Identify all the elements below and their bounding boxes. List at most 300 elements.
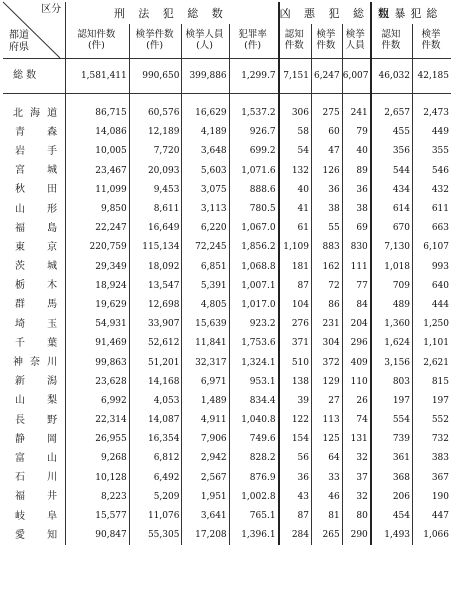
column-header-line: 検挙 <box>316 29 336 41</box>
group-header-assault: 粗暴犯総 <box>371 2 451 24</box>
data-cell: 8,611 <box>129 200 182 219</box>
data-cell: 1,067.0 <box>229 219 278 238</box>
data-cell: 27 <box>312 392 343 411</box>
data-cell: 56 <box>279 449 312 468</box>
data-cell: 663 <box>413 219 451 238</box>
prefecture-label: 青 森 <box>15 126 58 138</box>
column-header-line: (件) <box>87 40 105 51</box>
data-cell: 86 <box>312 296 343 315</box>
data-cell: 5,209 <box>129 488 182 507</box>
data-cell: 204 <box>342 315 371 334</box>
data-cell: 444 <box>413 296 451 315</box>
data-cell: 276 <box>279 315 312 334</box>
prefecture-name <box>3 469 66 488</box>
data-cell: 409 <box>342 353 371 372</box>
data-cell: 4,805 <box>182 296 229 315</box>
data-cell: 5,603 <box>182 162 229 181</box>
data-cell: 1,109 <box>279 238 312 257</box>
data-cell: 1,360 <box>371 315 413 334</box>
data-cell: 32 <box>342 449 371 468</box>
prefecture-name <box>3 277 66 296</box>
table-row <box>3 296 451 315</box>
total-label-text: 総 数 <box>13 70 37 81</box>
data-cell: 1,066 <box>413 526 451 545</box>
prefecture-label: 秋 田 <box>15 184 58 196</box>
data-cell: 55 <box>312 219 343 238</box>
prefecture-name <box>3 123 66 142</box>
prefecture-label: 福 島 <box>15 222 58 234</box>
data-cell: 4,189 <box>182 123 229 142</box>
column-header <box>279 24 312 59</box>
data-cell: 296 <box>342 334 371 353</box>
data-cell: 306 <box>279 104 312 123</box>
prefecture-name <box>3 142 66 161</box>
total-cell: 46,032 <box>371 59 413 94</box>
data-cell: 15,577 <box>66 507 130 526</box>
prefecture-label: 栃 木 <box>15 280 58 292</box>
prefecture-name <box>3 507 66 526</box>
data-cell: 828.2 <box>229 449 278 468</box>
prefecture-label: 山 形 <box>15 203 58 215</box>
prefecture-name <box>3 353 66 372</box>
data-cell: 61 <box>279 219 312 238</box>
data-cell: 40 <box>342 142 371 161</box>
total-label <box>3 59 66 94</box>
data-cell: 17,208 <box>182 526 229 545</box>
prefecture-label: 愛 知 <box>15 529 58 541</box>
data-cell: 129 <box>312 373 343 392</box>
data-cell: 11,076 <box>129 507 182 526</box>
column-header-line: 件数 <box>284 40 304 51</box>
data-cell: 1,396.1 <box>229 526 278 545</box>
data-cell: 371 <box>279 334 312 353</box>
data-cell: 79 <box>342 123 371 142</box>
prefecture-label: 宮 城 <box>15 165 58 177</box>
column-header-line: 検挙件数 <box>135 29 174 41</box>
data-cell: 739 <box>371 430 413 449</box>
data-cell: 815 <box>413 373 451 392</box>
prefecture-name <box>3 411 66 430</box>
data-cell: 10,128 <box>66 469 130 488</box>
column-header-line: 認知 <box>381 29 401 41</box>
data-cell: 765.1 <box>229 507 278 526</box>
data-cell: 14,086 <box>66 123 130 142</box>
data-cell: 10,005 <box>66 142 130 161</box>
data-cell: 16,354 <box>129 430 182 449</box>
data-cell: 304 <box>312 334 343 353</box>
table-row <box>3 411 451 430</box>
data-cell: 241 <box>342 104 371 123</box>
data-cell: 54 <box>279 142 312 161</box>
data-cell: 64 <box>312 449 343 468</box>
data-cell: 2,657 <box>371 104 413 123</box>
data-cell: 122 <box>279 411 312 430</box>
data-cell: 43 <box>279 488 312 507</box>
data-cell: 12,698 <box>129 296 182 315</box>
data-cell: 115,134 <box>129 238 182 257</box>
prefecture-label: 岩 手 <box>15 145 58 157</box>
data-cell: 6,107 <box>413 238 451 257</box>
data-cell: 1,007.1 <box>229 277 278 296</box>
spacer-row <box>3 94 451 105</box>
data-cell: 9,453 <box>129 181 182 200</box>
data-cell: 1,624 <box>371 334 413 353</box>
data-cell: 8,223 <box>66 488 130 507</box>
data-cell: 1,101 <box>413 334 451 353</box>
prefecture-name <box>3 315 66 334</box>
prefecture-label: 長 野 <box>15 414 58 426</box>
data-cell: 611 <box>413 200 451 219</box>
corner-bottom-label <box>9 30 29 53</box>
prefecture-name <box>3 526 66 545</box>
data-cell: 552 <box>413 411 451 430</box>
data-cell: 1,040.8 <box>229 411 278 430</box>
data-cell: 383 <box>413 449 451 468</box>
total-cell: 990,650 <box>129 59 182 94</box>
data-cell: 36 <box>342 181 371 200</box>
total-cell: 399,886 <box>182 59 229 94</box>
data-cell: 22,247 <box>66 219 130 238</box>
data-cell: 7,130 <box>371 238 413 257</box>
corner-bottom-line2: 府県 <box>9 41 29 53</box>
data-cell: 60 <box>312 123 343 142</box>
data-cell: 40 <box>279 181 312 200</box>
data-cell: 23,628 <box>66 373 130 392</box>
table-row <box>3 469 451 488</box>
data-cell: 2,567 <box>182 469 229 488</box>
column-header-line: (件) <box>244 40 262 51</box>
data-cell: 709 <box>371 277 413 296</box>
table-row <box>3 488 451 507</box>
data-cell: 47 <box>312 142 343 161</box>
data-cell: 39 <box>279 392 312 411</box>
data-cell: 126 <box>312 162 343 181</box>
data-cell: 86,715 <box>66 104 130 123</box>
column-header <box>129 24 182 59</box>
table-row <box>3 430 451 449</box>
data-cell: 26 <box>342 392 371 411</box>
data-cell: 197 <box>371 392 413 411</box>
total-cell: 1,581,411 <box>66 59 130 94</box>
prefecture-label: 新 潟 <box>15 376 58 388</box>
data-cell: 58 <box>279 123 312 142</box>
data-cell: 41 <box>279 200 312 219</box>
column-header-line: 犯罪率 <box>238 29 267 41</box>
data-cell: 670 <box>371 219 413 238</box>
data-cell: 6,992 <box>66 392 130 411</box>
table-row <box>3 219 451 238</box>
data-cell: 432 <box>413 181 451 200</box>
data-cell: 37 <box>342 469 371 488</box>
data-cell: 455 <box>371 123 413 142</box>
data-cell: 33 <box>312 469 343 488</box>
data-cell: 87 <box>279 507 312 526</box>
table-row <box>3 123 451 142</box>
data-cell: 15,639 <box>182 315 229 334</box>
column-header-line: 検挙 <box>421 29 441 41</box>
data-cell: 2,621 <box>413 353 451 372</box>
prefecture-name <box>3 430 66 449</box>
column-header-line: (件) <box>146 40 164 51</box>
data-cell: 2,473 <box>413 104 451 123</box>
prefecture-label: 東 京 <box>15 241 58 253</box>
data-cell: 3,648 <box>182 142 229 161</box>
data-cell: 749.6 <box>229 430 278 449</box>
table-row <box>3 315 451 334</box>
data-cell: 33,907 <box>129 315 182 334</box>
data-cell: 38 <box>312 200 343 219</box>
table-row <box>3 449 451 468</box>
prefecture-name <box>3 238 66 257</box>
data-cell: 231 <box>312 315 343 334</box>
crime-statistics-table <box>3 2 451 545</box>
data-cell: 544 <box>371 162 413 181</box>
data-cell: 640 <box>413 277 451 296</box>
data-cell: 26,955 <box>66 430 130 449</box>
data-cell: 125 <box>312 430 343 449</box>
data-cell: 11,099 <box>66 181 130 200</box>
data-cell: 162 <box>312 258 343 277</box>
table-row <box>3 181 451 200</box>
data-cell: 803 <box>371 373 413 392</box>
data-cell: 355 <box>413 142 451 161</box>
data-cell: 1,537.2 <box>229 104 278 123</box>
prefecture-name <box>3 373 66 392</box>
data-cell: 220,759 <box>66 238 130 257</box>
data-cell: 138 <box>279 373 312 392</box>
prefecture-label: 神 奈 川 <box>13 357 58 369</box>
data-cell: 46 <box>312 488 343 507</box>
data-cell: 16,629 <box>182 104 229 123</box>
data-cell: 111 <box>342 258 371 277</box>
data-cell: 38 <box>342 200 371 219</box>
data-cell: 434 <box>371 181 413 200</box>
data-cell: 16,649 <box>129 219 182 238</box>
corner-bottom-line1: 都道 <box>9 30 29 41</box>
data-cell: 14,168 <box>129 373 182 392</box>
data-cell: 206 <box>371 488 413 507</box>
data-cell: 9,850 <box>66 200 130 219</box>
column-header <box>66 24 130 59</box>
data-cell: 9,268 <box>66 449 130 468</box>
data-cell: 87 <box>279 277 312 296</box>
table-row <box>3 238 451 257</box>
table-row <box>3 200 451 219</box>
table-row <box>3 353 451 372</box>
data-cell: 181 <box>279 258 312 277</box>
data-cell: 6,492 <box>129 469 182 488</box>
prefecture-label: 石 川 <box>15 472 58 484</box>
data-cell: 1,856.2 <box>229 238 278 257</box>
data-cell: 449 <box>413 123 451 142</box>
data-cell: 7,906 <box>182 430 229 449</box>
table-row <box>3 392 451 411</box>
table-row <box>3 526 451 545</box>
data-cell: 510 <box>279 353 312 372</box>
data-cell: 52,612 <box>129 334 182 353</box>
data-cell: 993 <box>413 258 451 277</box>
prefecture-name <box>3 296 66 315</box>
data-cell: 18,924 <box>66 277 130 296</box>
column-header <box>342 24 371 59</box>
data-cell: 876.9 <box>229 469 278 488</box>
data-cell: 454 <box>371 507 413 526</box>
prefecture-name <box>3 162 66 181</box>
data-cell: 20,093 <box>129 162 182 181</box>
data-cell: 84 <box>342 296 371 315</box>
data-cell: 1,250 <box>413 315 451 334</box>
data-cell: 69 <box>342 219 371 238</box>
data-cell: 699.2 <box>229 142 278 161</box>
data-cell: 4,911 <box>182 411 229 430</box>
data-cell: 72,245 <box>182 238 229 257</box>
data-cell: 1,018 <box>371 258 413 277</box>
data-cell: 54,931 <box>66 315 130 334</box>
data-cell: 80 <box>342 507 371 526</box>
column-header <box>229 24 278 59</box>
prefecture-name <box>3 392 66 411</box>
data-cell: 3,641 <box>182 507 229 526</box>
group-header-penal: 刑 法 犯 総 数 <box>66 2 279 24</box>
data-cell: 1,324.1 <box>229 353 278 372</box>
corner-top-label: 区分 <box>41 4 62 15</box>
group-header-violent: 凶 悪 犯 総 数 <box>279 2 371 24</box>
data-cell: 131 <box>342 430 371 449</box>
data-cell: 275 <box>312 104 343 123</box>
data-cell: 7,720 <box>129 142 182 161</box>
data-cell: 1,493 <box>371 526 413 545</box>
table-row <box>3 507 451 526</box>
column-header-line: 検挙人員 <box>185 29 224 41</box>
data-cell: 265 <box>312 526 343 545</box>
header-corner-cell <box>3 2 66 59</box>
data-cell: 32,317 <box>182 353 229 372</box>
column-header-line: 件数 <box>381 40 401 51</box>
data-cell: 447 <box>413 507 451 526</box>
data-cell: 22,314 <box>66 411 130 430</box>
data-cell: 1,489 <box>182 392 229 411</box>
prefecture-label: 富 山 <box>15 452 58 464</box>
data-cell: 554 <box>371 411 413 430</box>
data-cell: 926.7 <box>229 123 278 142</box>
data-cell: 51,201 <box>129 353 182 372</box>
column-header <box>182 24 229 59</box>
data-cell: 356 <box>371 142 413 161</box>
data-cell: 1,071.6 <box>229 162 278 181</box>
data-cell: 13,547 <box>129 277 182 296</box>
data-cell: 89 <box>342 162 371 181</box>
data-cell: 361 <box>371 449 413 468</box>
data-cell: 883 <box>312 238 343 257</box>
data-cell: 81 <box>312 507 343 526</box>
data-cell: 2,942 <box>182 449 229 468</box>
data-cell: 6,220 <box>182 219 229 238</box>
data-cell: 1,002.8 <box>229 488 278 507</box>
data-cell: 290 <box>342 526 371 545</box>
prefecture-label: 岐 阜 <box>15 510 58 522</box>
data-cell: 3,156 <box>371 353 413 372</box>
column-header-line: 人員 <box>345 40 365 51</box>
data-cell: 18,092 <box>129 258 182 277</box>
data-cell: 29,349 <box>66 258 130 277</box>
column-header <box>312 24 343 59</box>
data-cell: 36 <box>312 181 343 200</box>
data-cell: 154 <box>279 430 312 449</box>
prefecture-name <box>3 219 66 238</box>
data-cell: 55,305 <box>129 526 182 545</box>
data-cell: 368 <box>371 469 413 488</box>
data-cell: 110 <box>342 373 371 392</box>
data-cell: 5,391 <box>182 277 229 296</box>
data-cell: 32 <box>342 488 371 507</box>
data-cell: 14,087 <box>129 411 182 430</box>
data-cell: 923.2 <box>229 315 278 334</box>
prefecture-label: 群 馬 <box>15 299 58 311</box>
data-cell: 12,189 <box>129 123 182 142</box>
data-cell: 77 <box>342 277 371 296</box>
prefecture-label: 茨 城 <box>15 261 58 273</box>
data-cell: 3,075 <box>182 181 229 200</box>
data-cell: 113 <box>312 411 343 430</box>
column-header-line: 認知 <box>284 29 304 41</box>
data-cell: 6,812 <box>129 449 182 468</box>
prefecture-label: 山 梨 <box>15 395 58 407</box>
data-cell: 284 <box>279 526 312 545</box>
data-cell: 3,113 <box>182 200 229 219</box>
data-cell: 4,053 <box>129 392 182 411</box>
data-cell: 780.5 <box>229 200 278 219</box>
data-cell: 372 <box>312 353 343 372</box>
data-cell: 99,863 <box>66 353 130 372</box>
data-cell: 614 <box>371 200 413 219</box>
prefecture-name <box>3 449 66 468</box>
column-header <box>413 24 451 59</box>
data-cell: 132 <box>279 162 312 181</box>
prefecture-label: 埼 玉 <box>15 318 58 330</box>
data-cell: 489 <box>371 296 413 315</box>
data-cell: 834.4 <box>229 392 278 411</box>
table-row <box>3 334 451 353</box>
prefecture-name <box>3 488 66 507</box>
prefecture-name <box>3 104 66 123</box>
data-cell: 74 <box>342 411 371 430</box>
prefecture-label: 福 井 <box>15 491 58 503</box>
prefecture-label: 北 海 道 <box>13 107 58 119</box>
data-cell: 19,629 <box>66 296 130 315</box>
total-cell: 7,151 <box>279 59 312 94</box>
column-header-line: 認知件数 <box>77 29 116 41</box>
table-row <box>3 258 451 277</box>
data-cell: 72 <box>312 277 343 296</box>
data-cell: 1,951 <box>182 488 229 507</box>
data-cell: 732 <box>413 430 451 449</box>
prefecture-label: 千 葉 <box>15 337 58 349</box>
data-cell: 91,469 <box>66 334 130 353</box>
column-header-line: 件数 <box>316 40 336 51</box>
table-row <box>3 277 451 296</box>
data-cell: 1,068.8 <box>229 258 278 277</box>
column-header-line: 検挙 <box>345 29 365 41</box>
prefecture-name <box>3 181 66 200</box>
column-header <box>371 24 413 59</box>
prefecture-name <box>3 200 66 219</box>
data-cell: 190 <box>413 488 451 507</box>
data-cell: 1,753.6 <box>229 334 278 353</box>
data-cell: 60,576 <box>129 104 182 123</box>
data-cell: 367 <box>413 469 451 488</box>
data-cell: 104 <box>279 296 312 315</box>
data-cell: 90,847 <box>66 526 130 545</box>
